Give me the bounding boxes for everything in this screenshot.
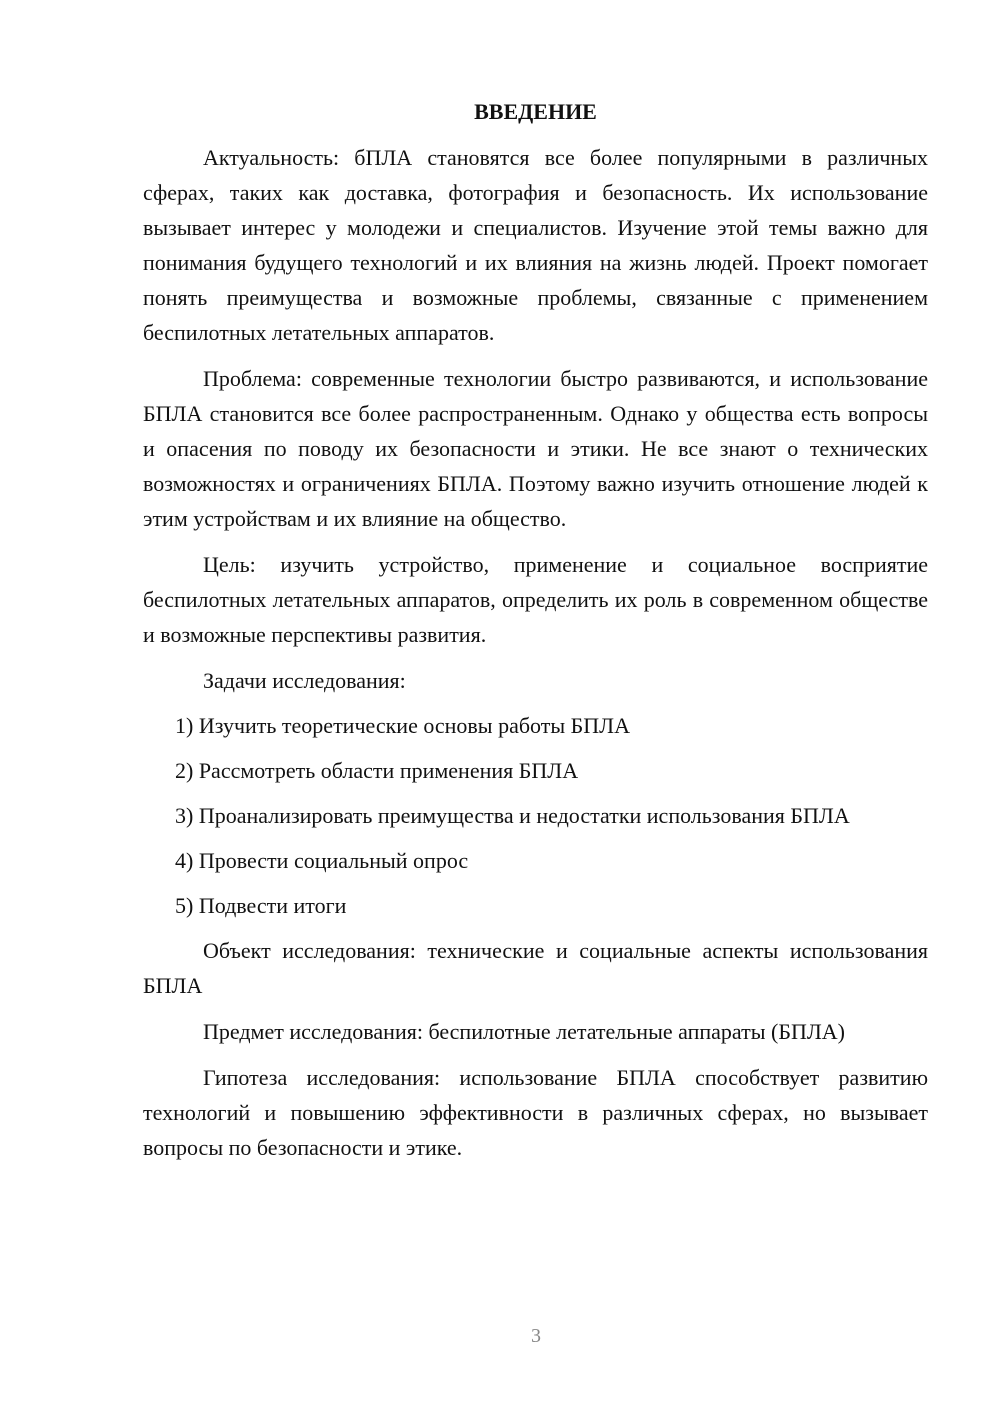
task-item-4: 4) Провести социальный опрос xyxy=(175,848,469,873)
document-body xyxy=(143,94,928,1176)
subject-paragraph: Предмет исследования: беспилотные летательные аппараты (БПЛА) xyxy=(203,1019,845,1044)
goal-paragraph: Цель: изучить устройство, применение и социальное восприятие беспилотных летательных аппаратов, определить их роль в современном обществе и возможные перспективы развития. xyxy=(143,552,928,647)
hypothesis-paragraph: Гипотеза исследования: использование БПЛА способствует развитию технологий и повышению эффективности в различных сферах, но вызывает вопросы по безопасности и этике. xyxy=(143,1065,928,1160)
page-number: 3 xyxy=(531,1325,541,1347)
task-item-2: 2) Рассмотреть области применения БПЛА xyxy=(175,758,579,783)
task-item-5: 5) Подвести итоги xyxy=(175,893,347,918)
task-item-3: 3) Проанализировать преимущества и недостатки использования БПЛА xyxy=(175,803,850,828)
relevance-paragraph: Актуальность: бПЛА становятся все более популярными в различных сферах, таких как доставка, фотография и безопасность. Их использование вызывает интерес у молодежи и специалистов. Изучение этой темы важно для понимания будущего технологий и их влияния на жизнь людей. Проект помогает понять преимущества и возможные проблемы, связанные с применением беспилотных летательных аппаратов. xyxy=(143,145,928,345)
tasks-heading: Задачи исследования: xyxy=(203,668,406,693)
tasks-list xyxy=(143,708,928,923)
object-paragraph: Объект исследования: технические и социальные аспекты использования БПЛА xyxy=(143,938,928,998)
page-title: ВВЕДЕНИЕ xyxy=(474,99,597,124)
task-item-1: 1) Изучить теоретические основы работы БПЛА xyxy=(175,713,630,738)
problem-paragraph: Проблема: современные технологии быстро развиваются, и использование БПЛА становится все более распространенным. Однако у общества есть вопросы и опасения по поводу их безопасности и этики. Не все знают о технических возможностях и ограничениях БПЛА. Поэтому важно изучить отношение людей к этим устройствам и их влияние на общество. xyxy=(143,366,928,531)
